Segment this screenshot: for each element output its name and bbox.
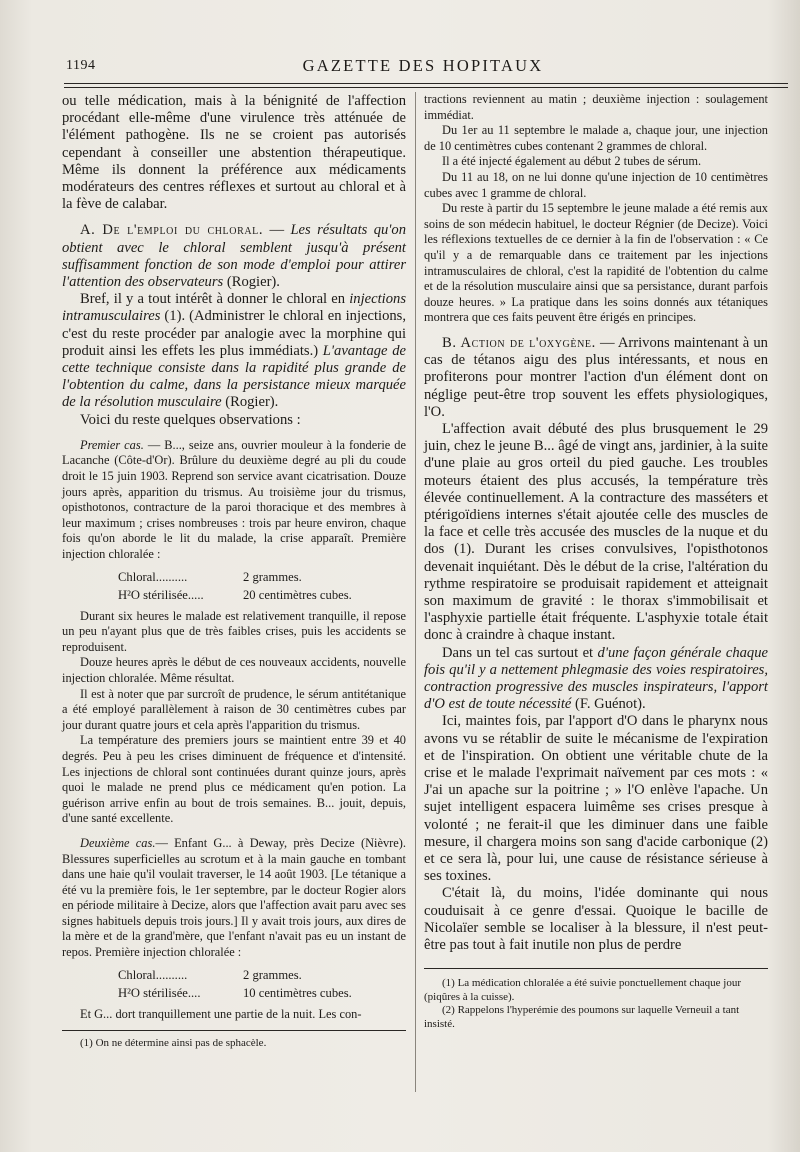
header-rule: [64, 83, 788, 84]
case-one: Premier cas. — B..., seize ans, ouvrier mouleur à la fonderie de Lacanche (Côte-d'Or). Brûlure du deuxième degré au pli du coude droit le 15 juin 1903. Reprend son service avant cicatrisation. Douze jours après, apparition du trismus. Au troisième jour du trismus, opisthotonos, contracture de la paroi thoracique et des membres à leur maximum ; crises nombreuses : trois par heure environ, chaque fois qu'on aborde le lit du malade, la crise apparaît. Première injection chloralée :: [62, 437, 407, 562]
paragraph: ou telle médication, mais à la bénignité de l'affection procédant elle-même d'une virulence très atténuée de l'élément pathogène. Ils ne se croient pas autorisés cependant à conseiller une abstention thérapeutique. Même ils donnent la préférence aux médicaments modérateurs des centres réflexes et surtout au chloral et à la fève de calabar.: [62, 93, 406, 213]
paragraph: Voici du reste quelques observations :: [80, 411, 301, 428]
case-one-label: Premier cas.: [80, 437, 144, 452]
dose-row: Chloral.......... 2 grammes.: [118, 569, 302, 584]
running-title: GAZETTE DES HOPITAUX: [302, 56, 544, 75]
paragraph: C'était là, du moins, l'idée dominante qui nous couduisait à ce genre d'essai. Quoique le bacille de Nicolaïer semble se localiser à la blessure, il n'est peut-être pas tout à fait inutile non plus de perdre: [424, 885, 768, 954]
paragraph: Du reste à partir du 15 septembre le jeune malade a été remis aux soins de son médecin habituel, le docteur Régnier (de Decize). Voici les réflexions textuelles de ce dernier à la fin de l'observation : « Ce qu'il y a de remarquable dans ce traitement par les injections intramusculaires de chloral, c'est la rapidité de l'obtention du calme et de la résolution musculaire ainsi que sa persistance, durant parfois douze heures. » La pratique dans les soins donnés aux tétaniques montrera que ces faits peuvent être érigés en principes.: [424, 201, 768, 325]
dose-row: Chloral.......... 2 grammes.: [118, 967, 302, 982]
footnote-rule: [424, 968, 768, 969]
paragraph: La température des premiers jours se maintient entre 39 et 40 degrés. Peu à peu les crises diminuent de fréquence et d'intensité. Les injections de chloral sont continuées durant quinze jours, après quoi le malade ne prend plus ce médicament qu'en potion. La guérison arrive enfin au bout de trois semaines. B... jouit, depuis, d'une santé excellente.: [62, 733, 406, 826]
paragraph: Bref, il y a tout intérêt à donner le chloral en injections intramusculaires (1). (Administrer le chloral en injections, c'est du reste procéder par analogie avec la morphine qui produit ainsi les effets les plus immédiats.) L'avantage de cette technique consiste dans la rapidité plus grande de l'obtention du calme, dans la persistance mieux marquée de la résolution musculaire (Rogier).: [62, 291, 406, 411]
paragraph: L'affection avait débuté des plus brusquement le 29 juin, chez le jeune B... âgé de vingt ans, jardinier, à la suite d'une plaie au gros orteil du pied gauche. Les troubles moteurs étaient des plus accusés, la température très élevée continuellement. A la contracture des masséters et ptérigoïdiens internes s'était ajoutée celle des muscles de la face et celle très accusée des muscles de la nuque et du dos (1). Durant les crises convulsives, l'opisthotonos devenait inquiétant. Dès le début de la crise, l'altération du rythme respiratoire se produisait rapidement et atteignait son maximum de gravité : le thorax s'immobilisait et l'asphyxie partielle était fréquente. L'asphyxie totale était donc à craindre à chaque instant.: [424, 420, 768, 644]
section-b-label: B. Action de l'oxygène.: [442, 334, 596, 351]
paragraph: Et G... dort tranquillement une partie de la nuit. Les con-: [80, 1006, 362, 1021]
footnote: (2) Rappelons l'hyperémie des poumons sur laquelle Verneuil a tant insisté.: [424, 1004, 740, 1030]
dose-row: H²O stérilisée..... 20 centimètres cubes.: [118, 587, 352, 602]
case-two-label: Deuxième cas.: [80, 835, 156, 850]
footnote-rule: [62, 1030, 406, 1031]
paragraph: Du 11 au 18, on ne lui donne qu'une injection de 10 centimètres cubes avec 1 gramme de chloral.: [424, 169, 768, 200]
paragraph: Dans un tel cas surtout et d'une façon générale chaque fois qu'il y a nettement phlegmasie des voies respiratoires, contraction progressive des muscles inspirateurs, l'apport d'O est de toute nécessité (F. Guénot).: [424, 644, 768, 713]
page-header: [60, 56, 786, 78]
page-number: 1194: [66, 58, 96, 73]
paragraph: Ici, maintes fois, par l'apport d'O dans le pharynx nous avons vu se rétablir de suite le mécanisme de l'expiration et de l'inspiration. On obtient une véritable chute de la crise et le malade l'exprimait naïvement par ces mots : « J'ai un apache sur la poitrine ; » l'O enlève l'apache. Un sujet intelligent espacera luimême ses crises presque à volonté ; ne ferait-il que les diminuer dans une faible mesure, il chargera moins son sang d'acide carbonique (2) et ce sera là, pour lui, une cause de résistance sérieuse à ses toxines.: [424, 713, 768, 885]
dose-row: H²O stérilisée.... 10 centimètres cubes.: [118, 985, 352, 1000]
footnote: (1) La médication chloralée a été suivie ponctuellement chaque jour (piqûres à la cuisse).: [424, 977, 742, 1003]
case-two: Deuxième cas.— Enfant G... à Deway, près Decize (Nièvre). Blessures superficielles au scrotum et à la main gauche en tombant dans une haie qu'il voulait traverser, le 14 août 1903. [Le tétanique a été vu la première fois, le 1er septembre, par le docteur Rogier alors en période militaire à Decize, alors que l'affection avait paru avec ses signes habituels depuis trois jours.] Il y avait trois jours, aux dires de la mère et de la grand'mère, que l'enfant n'avait pas eu un instant de repos. Première injection chloralée :: [62, 835, 407, 960]
paragraph: Il est à noter que par surcroît de prudence, le sérum antitétanique a été employé parallèlement à raison de 30 centimètres cubes par jour durant quatre jours et cela après l'apparition du trismus.: [62, 686, 406, 732]
section-a-quote: Les résultats qu'on obtient avec le chloral semblent jusqu'à présent suffisamment fonction de son mode d'emploi pour attirer l'attention des observateurs: [62, 222, 406, 291]
paragraph: Il a été injecté également au début 2 tubes de sérum.: [442, 154, 702, 169]
paragraph: Du 1er au 11 septembre le malade a, chaque jour, une injection de 10 centimètres cubes contenant 2 grammes de chloral.: [424, 123, 768, 153]
section-a-heading: A. De l'emploi du chloral. — Les résultats qu'on obtient avec le chloral semblent jusqu'à présent suffisamment fonction de son mode d'emploi pour attirer l'attention des observateurs (Rogier).: [62, 222, 406, 291]
paragraph: Douze heures après le début de ces nouveaux accidents, nouvelle injection chloralée. Même résultat.: [62, 655, 406, 685]
header-rule-thin: [64, 87, 788, 88]
section-a-label: A. De l'emploi du chloral.: [80, 222, 264, 239]
left-column: [62, 93, 406, 1051]
column-divider: [415, 92, 416, 1092]
right-column: [424, 92, 768, 1032]
section-b-heading: B. Action de l'oxygène. — Arrivons maintenant à un cas de tétanos aigu des plus intéressants, et nous en profiterons pour montrer l'action d'un élément dont on néglige peut-être trop souvent les effets physiologiques, l'O.: [424, 334, 768, 420]
paragraph: tractions reviennent au matin ; deuxième injection : soulagement immédiat.: [424, 92, 768, 122]
paragraph: Durant six heures le malade est relativement tranquille, il repose un peu n'ayant plus que de très faibles crises, puis les accidents se reproduisent.: [62, 608, 406, 654]
footnote: (1) On ne détermine ainsi pas de sphacèle.: [80, 1037, 267, 1050]
